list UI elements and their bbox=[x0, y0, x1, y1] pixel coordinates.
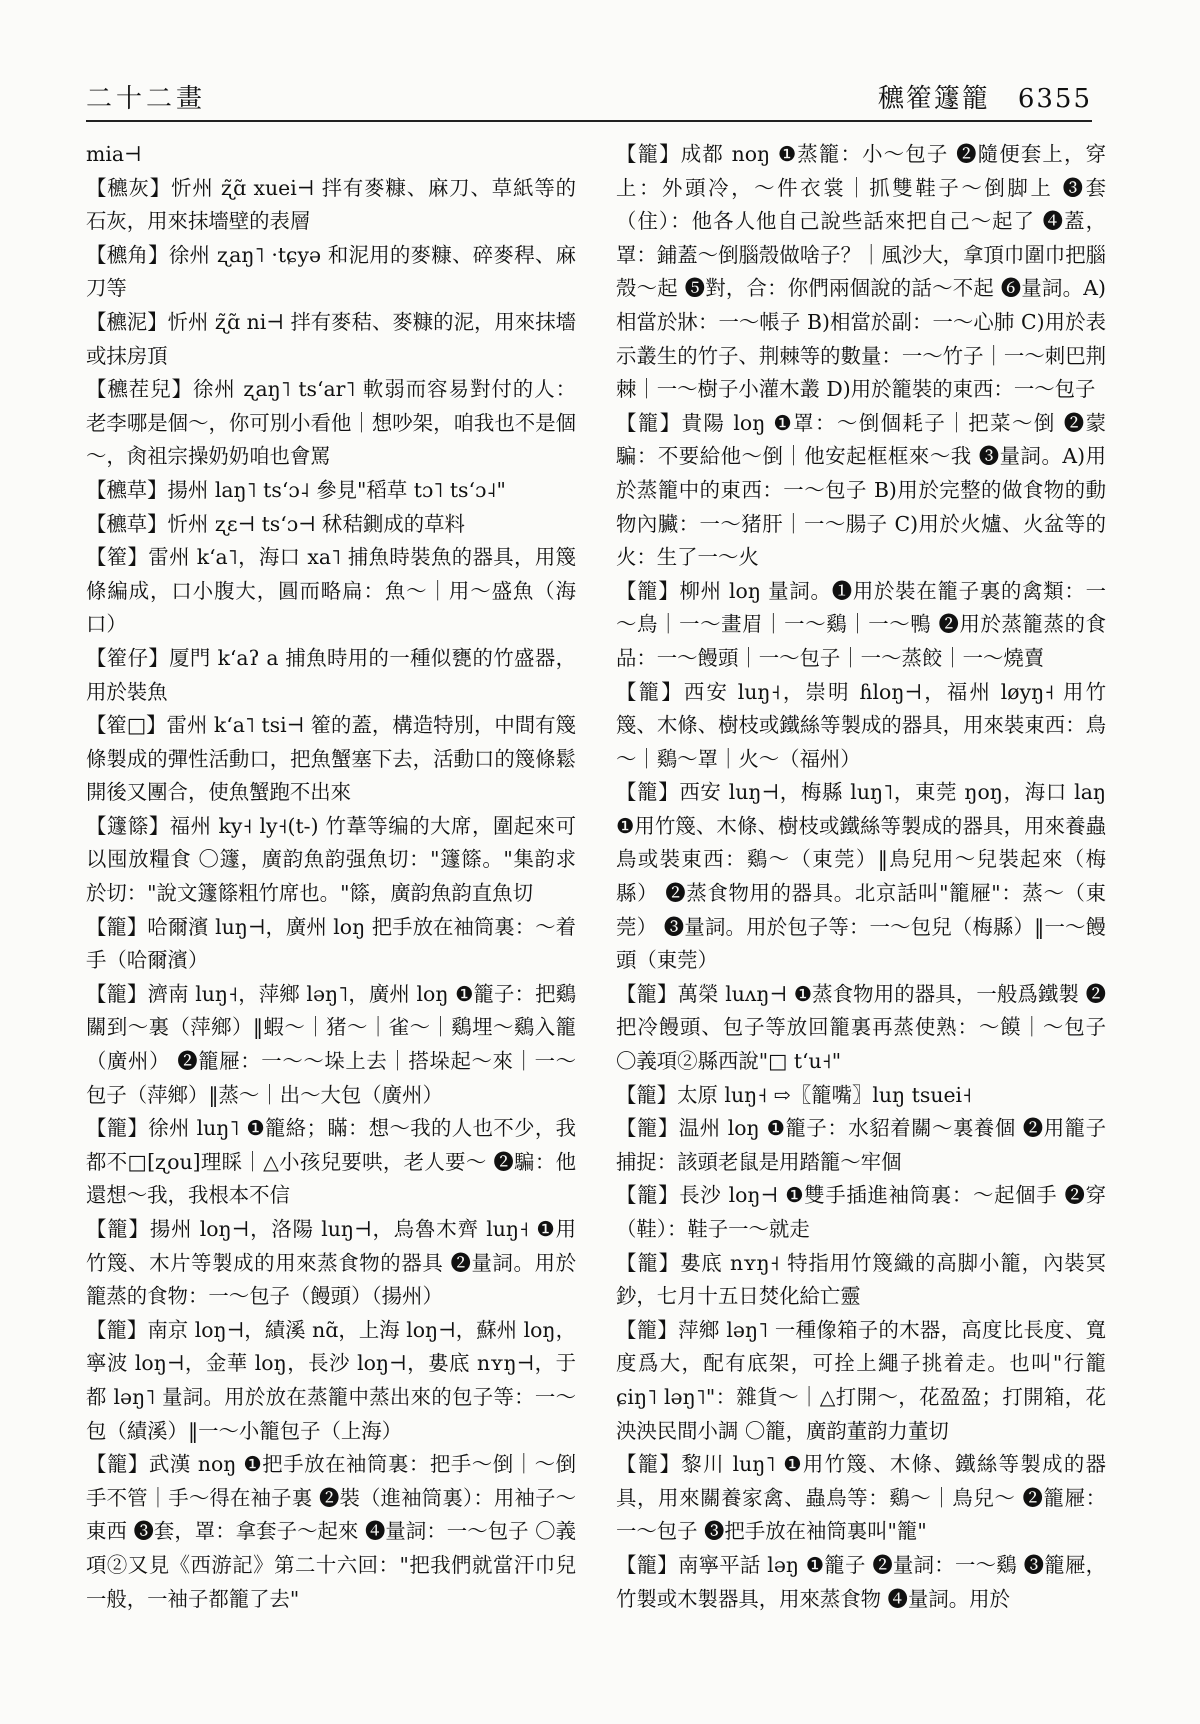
right-column bbox=[616, 138, 1106, 1698]
dictionary-entry: 【籠】萬榮 luʌŋ⊣ ❶蒸食物用的器具，一般爲鐵製 ❷把冷饅頭、包子等放回籠裏再蒸使熟：～饃｜～包子 〇義項②縣西說"□ tʻu˧" bbox=[616, 981, 1106, 1074]
dictionary-entry: 【篧仔】厦門 kʻaʔ a 捕魚時用的一種似甕的竹盛器，用於裝魚 bbox=[86, 645, 576, 704]
dictionary-entry: 【籠】南寧平話 ləŋ ❶籠子 ❷量詞：一～鷄 ❸籠屜，竹製或木製器具，用來蒸食物 ❹量詞。用於 bbox=[616, 1552, 1106, 1611]
dictionary-entry: 【籠】黎川 luŋ˥ ❶用竹篾、木條、鐵絲等製成的器具，用來關養家禽、蟲鳥等：鷄～｜鳥兒～ ❷籠屜：一～包子 ❸把手放在袖筒裏叫"籠" bbox=[616, 1452, 1106, 1544]
dictionary-entry: 【篧】雷州 kʻa˥，海口 xa˥ 捕魚時裝魚的器具，用篾條編成，口小腹大，圓而略扁：魚～｜用～盛魚（海口） bbox=[86, 545, 576, 637]
dictionary-entry: 【籠】柳州 loŋ 量詞。❶用於裝在籠子裏的禽類：一～鳥｜一～畫眉｜一～鷄｜一～鴨 ❷用於蒸籠蒸的食品：一～饅頭｜一～包子｜一～蒸餃｜一～燒賣 bbox=[616, 578, 1106, 670]
dictionary-entry: 【穮草】忻州 ʐɛ⊣ tsʻɔ⊣ 秫秸鍘成的草料 bbox=[86, 511, 465, 536]
dictionary-entry: 【篧□】雷州 kʻa˥ tsi⊣ 篧的蓋，構造特別，中間有篾條製成的彈性活動口，把魚蟹塞下去，活動口的篾條鬆開後又團合，使魚蟹跑不出來 bbox=[86, 713, 576, 805]
dictionary-entry: 【穮草】揚州 laŋ˥ tsʻɔ˨ 參見"稻草 tɔ˥ tsʻɔ˨" bbox=[86, 477, 506, 502]
left-column bbox=[86, 138, 576, 1698]
dictionary-entry: 【穮角】徐州 ʐaŋ˥ ·tɕyə 和泥用的麥糠、碎麥稈、麻刀等 bbox=[86, 242, 576, 301]
dictionary-entry: 【穮泥】忻州 ʐ̃ɑ̃ ni⊣ 拌有麥秸、麥糠的泥，用來抹墻或抹房頂 bbox=[86, 309, 576, 368]
dictionary-entry: 【籠】武漢 noŋ ❶把手放在袖筒裏：把手～倒｜～倒手不管｜手～得在袖子裏 ❷裝（進袖筒裏）：用袖子～東西 ❸套，罩：拿套子～起來 ❹量詞：一～包子 〇義項②又見《西游記》第二十六回："把我們就當汗巾兒一般，一袖子都籠了去" bbox=[86, 1452, 576, 1611]
dictionary-entry: 【籠】萍鄉 ləŋ˥ 一種像箱子的木器，高度比長度、寬度爲大，配有底架，可拴上繩子挑着走。也叫"行籠 ɕiŋ˥ ləŋ˥"：雜貨～｜△打開～，花盈盈；打開箱，花泱泱民間小調 〇籠，廣韵董韵力董切 bbox=[616, 1317, 1106, 1443]
dictionary-entry: 【籧篨】福州 ky˧ ly˧(t-) 竹葦等编的大席，圍起來可以囤放糧食 〇籧，廣韵魚韵强魚切："籧篨。"集韵求於切："說文籧篨粗竹席也。"篨，廣韵魚韵直魚切 bbox=[86, 813, 576, 906]
dictionary-entry: 【籠】太原 luŋ˧ ⇨〖籠嘴〗luŋ tsuei˧ bbox=[616, 1082, 973, 1107]
dictionary-entry: 【籠】温州 loŋ ❶籠子：水貂着關～裏養個 ❷用籠子捕捉：該頭老鼠是用踏籠～牢個 bbox=[616, 1116, 1106, 1174]
dictionary-entry: 【穮茬兒】徐州 ʐaŋ˥ tsʻar˥ 軟弱而容易對付的人：老李哪是個～，你可別小看他｜想吵架，咱我也不是個～，肏祖宗操奶奶咱也會罵 bbox=[86, 377, 576, 469]
dictionary-entry: 【籠】哈爾濱 luŋ⊣，廣州 loŋ 把手放在袖筒裏：～着手（哈爾濱） bbox=[86, 914, 576, 973]
entry-continuation: mia⊣ bbox=[86, 142, 142, 166]
dictionary-entry: 【籠】徐州 luŋ˥ ❶籠絡；瞞：想～我的人也不少，我都不□[ʐou]理睬｜△小孩兒要哄，老人要～ ❷騙：他還想～我，我根本不信 bbox=[86, 1116, 576, 1208]
dictionary-entry: 【籠】西安 luŋ˧，崇明 ɦloŋ⊣，福州 løyŋ˧ 用竹篾、木條、樹枝或鐵絲等製成的器具，用來裝東西：鳥～｜鷄～罩｜火～（福州） bbox=[616, 679, 1106, 771]
dictionary-entry: 【籠】南京 loŋ⊣，績溪 nɑ̃，上海 loŋ⊣，蘇州 loŋ，寧波 loŋ⊣，金華 loŋ，長沙 loŋ⊣，婁底 nʏŋ⊣，于都 ləŋ˥ 量詞。用於放在蒸籠中蒸出來的包子等：一～包（績溪）‖一～小籠包子（上海） bbox=[86, 1317, 576, 1443]
dictionary-entry: 【籠】揚州 loŋ⊣，洛陽 luŋ⊣，烏魯木齊 luŋ˧ ❶用竹篾、木片等製成的用來蒸食物的器具 ❷量詞。用於籠蒸的食物：一～包子（饅頭）（揚州） bbox=[86, 1217, 576, 1309]
section-header: 二十二畫 bbox=[86, 84, 207, 114]
dictionary-entry: 【籠】成都 noŋ ❶蒸籠：小～包子 ❷隨便套上，穿上：外頭冷，～件衣裳｜抓雙鞋子～倒脚上 ❸套（住）：他各人他自己說些話來把自己～起了 ❹蓋，罩：鋪蓋～倒腦殼做啥子？｜風沙大，拿頂巾圍巾把腦殼～起 ❺對，合：你們兩個說的話～不起 ❻量詞。A)相當於牀：一～帳子 B)相當於副：一～心肺 C)用於表示叢生的竹子、荆棘等的數量：一～竹子｜一～刺巴荆棘｜一～樹子小灌木叢 D)用於籠裝的東西：一～包子 bbox=[616, 142, 1106, 402]
dictionary-entry: 【籠】西安 luŋ⊣，梅縣 luŋ˥，東莞 ŋoŋ，海口 laŋ ❶用竹篾、木條、樹枝或鐵絲等製成的器具，用來養蟲鳥或裝東西：鷄～（東莞）‖鳥兒用～兒裝起來（梅縣） ❷蒸食物用的器具。北京話叫"籠屜"：蒸～（東莞） ❸量詞。用於包子等：一～包兒（梅縣）‖一～饅頭（東莞） bbox=[616, 780, 1106, 973]
dictionary-entry: 【籠】貴陽 loŋ ❶罩：～倒個耗子｜把菜～倒 ❷蒙騙：不要給他～倒｜他安起框框來～我 ❸量詞。A)用於蒸籠中的東西：一～包子 B)用於完整的做食物的動物內臟：一～猪肝｜一～腸子 C)用於火爐、火盆等的火：生了一～火 bbox=[616, 410, 1106, 570]
page-header-headwords-and-number: 穮篧籧籠 6355 bbox=[877, 84, 1092, 114]
dictionary-entry: 【籠】婁底 nʏŋ˧ 特指用竹篾織的高脚小籠，內裝冥鈔，七月十五日焚化給亡靈 bbox=[616, 1250, 1106, 1309]
dictionary-entry: 【籠】濟南 luŋ˧，萍鄉 ləŋ˥，廣州 loŋ ❶籠子：把鷄關到～裏（萍鄉）‖蝦～｜猪～｜雀～｜鷄埋～鷄入籠（廣州） ❷籠屜：一～～垛上去｜搭垛起～來｜一～包子（萍鄉）‖蒸～｜出～大包（廣州） bbox=[86, 981, 576, 1107]
dictionary-entry: 【籠】長沙 loŋ⊣ ❶雙手插進袖筒裏：～起個手 ❷穿（鞋）：鞋子一～就走 bbox=[616, 1183, 1106, 1241]
dictionary-entry: 【穮灰】忻州 ʐ̃ɑ̃ xuei⊣ 拌有麥糠、麻刀、草紙等的石灰，用來抹墻壁的表層 bbox=[86, 175, 576, 234]
header-rule bbox=[86, 120, 1092, 122]
